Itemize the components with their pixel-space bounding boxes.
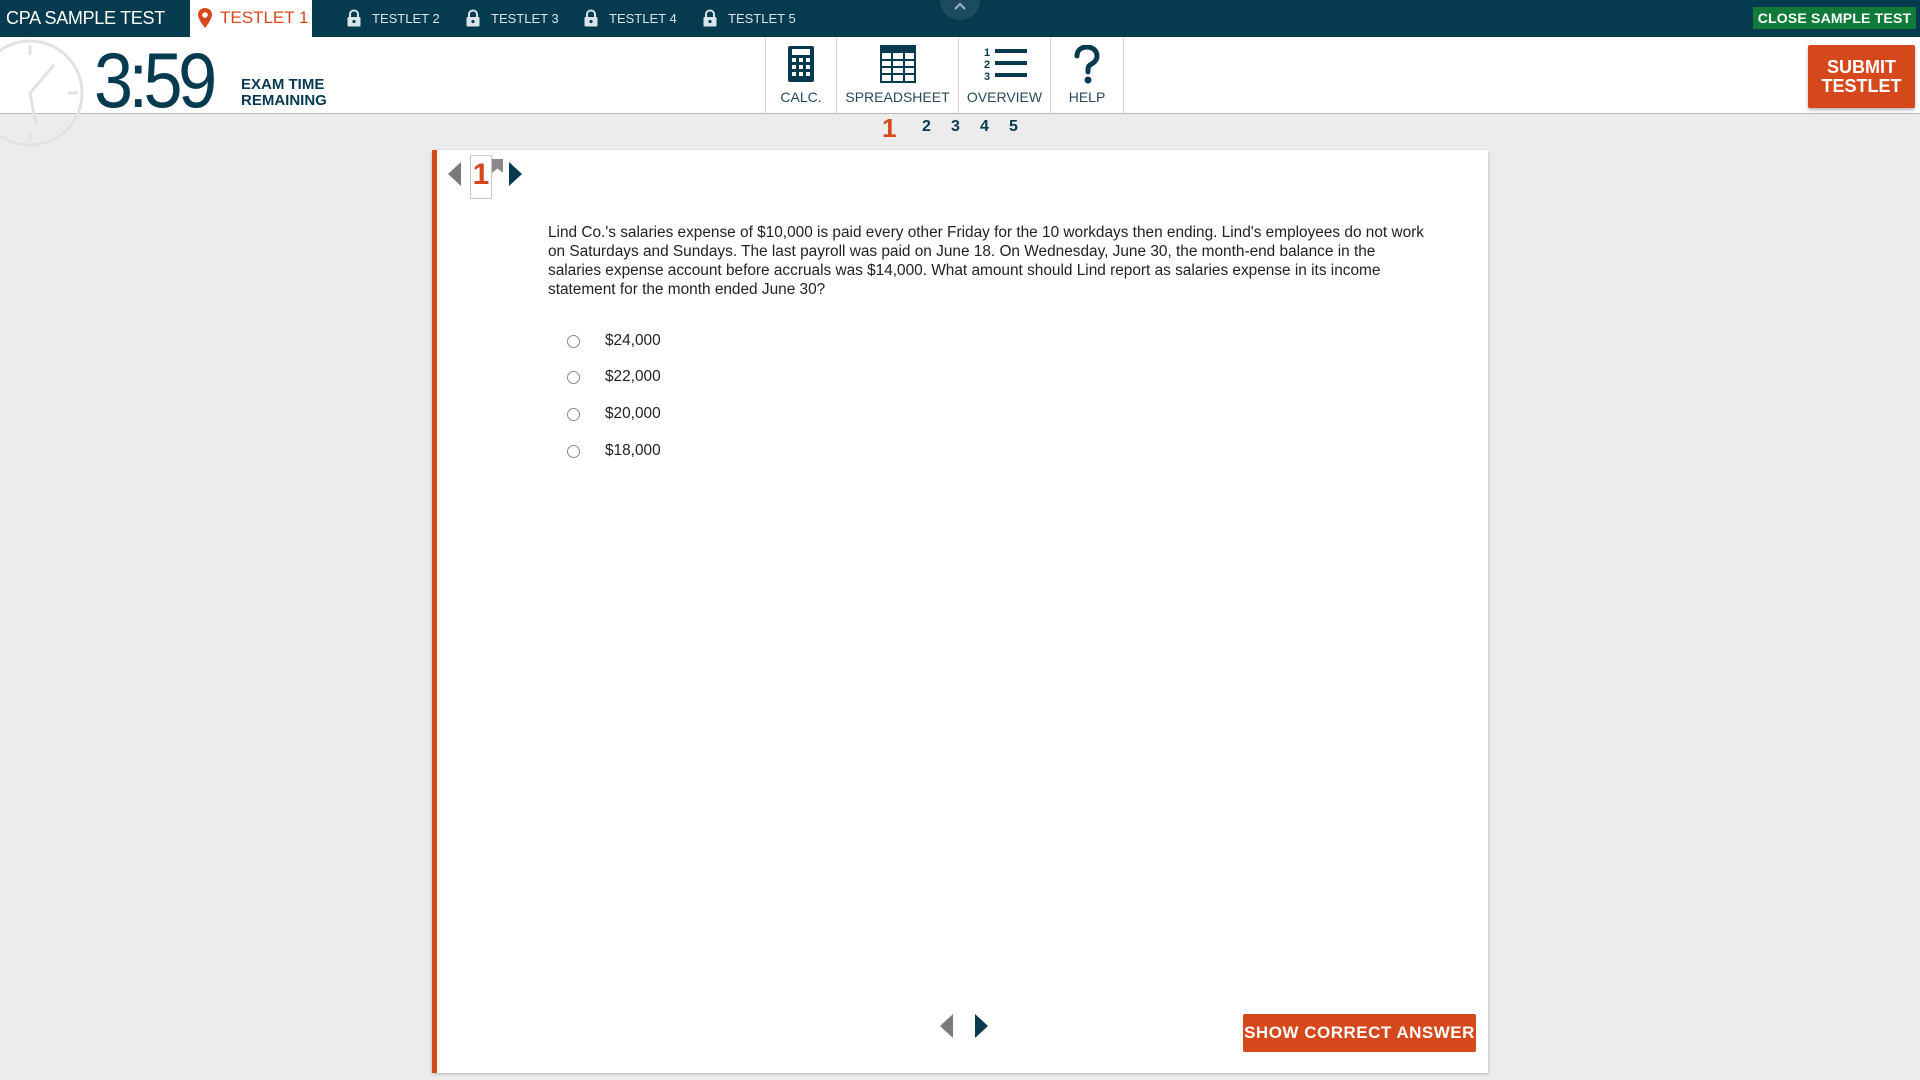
lock-icon [346,9,362,27]
app-title: CPA SAMPLE TEST [6,8,165,28]
overview-button[interactable] [958,37,1050,113]
collapse-toolbar-toggle[interactable] [940,0,980,20]
lock-icon [583,9,599,27]
submit-testlet-button[interactable] [1808,45,1915,108]
top-bar [0,0,1920,37]
radio-button[interactable] [567,371,580,384]
bookmark-icon[interactable] [492,159,503,173]
svg-text:1: 1 [983,47,990,59]
question-number-badge [470,155,492,199]
timer-value: 3:59 [94,36,213,124]
spreadsheet-button[interactable] [836,37,958,113]
radio-button[interactable] [567,408,580,421]
lock-icon [465,9,481,27]
timer-label [241,77,327,109]
tab-label: TESTLET 3 [491,11,559,26]
lock-icon [702,9,718,27]
spreadsheet-icon [880,45,916,83]
previous-question-arrow-icon[interactable] [448,162,461,186]
help-question-icon [1073,45,1101,85]
tool-label: CALC. [780,89,822,105]
tab-label: TESTLET 4 [609,11,677,26]
svg-text:2: 2 [983,59,990,71]
answer-choice-text: $22,000 [605,368,661,385]
next-question-bottom-arrow-icon[interactable] [975,1014,988,1038]
clock-icon [0,33,90,153]
tab-testlet-1[interactable] [190,0,312,38]
question-nav-2[interactable]: 2 [922,118,931,135]
chevron-up-icon [953,1,967,11]
question-number: 1 [472,158,490,191]
question-nav-3[interactable]: 3 [951,118,960,135]
tool-label: HELP [1068,89,1106,105]
svg-text:3: 3 [983,71,990,83]
location-pin-icon [196,7,214,29]
tab-label: TESTLET 2 [372,11,440,26]
next-question-arrow-icon[interactable] [509,162,522,186]
tool-label: OVERVIEW [966,89,1043,105]
question-nav-4[interactable]: 4 [980,118,989,135]
radio-button[interactable] [567,335,580,348]
question-nav-1[interactable]: 1 [882,113,897,143]
help-button[interactable] [1050,37,1124,113]
timer-label-line2: REMAINING [241,92,327,109]
submit-line2: TESTLET [1821,75,1902,96]
previous-question-bottom-arrow-icon[interactable] [940,1014,953,1038]
overview-list-icon [982,45,1028,83]
timer-label-line1: EXAM TIME [241,76,325,93]
answer-choice-text: $24,000 [605,332,661,349]
submit-line1: SUBMIT [1827,56,1896,77]
answer-choice-text: $20,000 [605,405,661,422]
question-text: Lind Co.'s salaries expense of $10,000 is paid every other Friday for the 10 workdays then ending. Lind's employees do not work on Saturdays and Sundays. The last payroll was paid on June 18. On Wednesday, June 30, the month-end balance in the salaries expense account before accruals was $14,000. What amount should Lind report as salaries expense in its income statement for the month ended June 30? [548,224,1424,298]
tab-label: TESTLET 5 [728,11,796,26]
answer-choice-text: $18,000 [605,442,661,459]
question-panel [432,150,1488,1073]
tool-label: SPREADSHEET [845,89,950,105]
calculator-button[interactable] [765,37,836,113]
calculator-icon [787,45,815,83]
tab-label: TESTLET 1 [220,8,309,27]
close-sample-test-button[interactable]: CLOSE SAMPLE TEST [1753,7,1916,29]
radio-button[interactable] [567,445,580,458]
toolbar [0,36,1920,124]
show-correct-answer-button[interactable]: SHOW CORRECT ANSWER [1243,1014,1476,1052]
question-nav-5[interactable]: 5 [1009,118,1018,135]
